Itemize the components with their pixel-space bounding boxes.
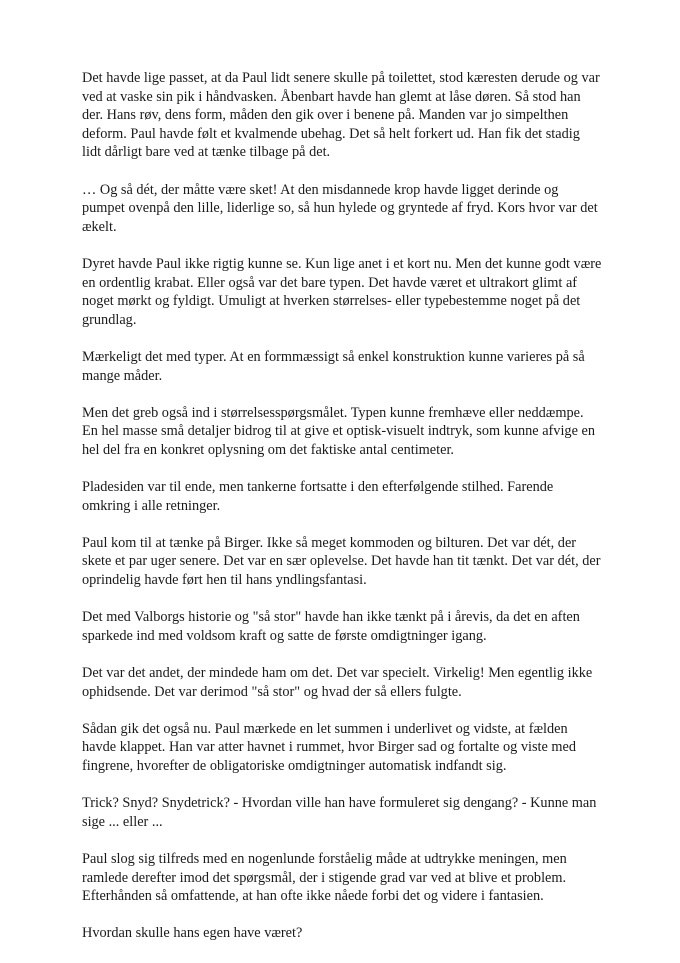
- body-text: [82, 69, 602, 962]
- paragraph-2: … Og så dét, der måtte være sket! At den misdannede krop havde ligget derinde og pumpet ovenpå den lille, liderlige so, så hun hylede og gryntede af fryd. Kors hvor var det ækelt.: [82, 181, 598, 235]
- paragraph-6: Pladesiden var til ende, men tankerne fortsatte i den efterfølgende stilhed. Farende omkring i alle retninger.: [82, 479, 554, 514]
- paragraph-9: Det var det andet, der mindede ham om det. Det var specielt. Virkelig! Men egentlig ikke ophidsende. Det var derimod "så stor" og hvad der så ellers fulgte.: [82, 665, 593, 700]
- paragraph-5: Men det greb også ind i størrelsesspørgsmålet. Typen kunne fremhæve eller neddæmpe. En hel masse små detaljer bidrog til at give et optisk-visuelt indtryk, som kunne afvige en hel del fra en konkret oplysning om det faktiske antal centimeter.: [82, 404, 595, 458]
- paragraph-13: Hvordan skulle hans egen have været?: [82, 925, 303, 942]
- paragraph-12: Paul slog sig tilfreds med en nogenlunde forståelig måde at udtrykke meningen, men ramlede derefter imod det spørgsmål, der i stigende grad var ved at blive et problem. Efterhånden så omfattende, at han ofte ikke nåede forbi det og videre i fantasien.: [82, 850, 567, 905]
- paragraph-1: Det havde lige passet, at da Paul lidt senere skulle på toilettet, stod kæresten derude og var ved at vaske sin pik i håndvasken. Åbenbart havde han glemt at låse døren. Så stod han der. Hans røv, dens form, måden den gik over i benene på. Manden var jo simpelthen deform. Paul havde følt et kvalmende ubehag. Det så helt forkert ud. Han fik det stadig lidt dårligt bare ved at tænke tilbage på det.: [82, 70, 600, 161]
- paragraph-8: Det med Valborgs historie og "så stor" havde han ikke tænkt på i årevis, da det en aften sparkede ind med voldsom kraft og satte de første omdigtninger igang.: [82, 609, 580, 644]
- paragraph-4: Mærkeligt det med typer. At en formmæssigt så enkel konstruktion kunne varieres på så mange måder.: [82, 348, 585, 384]
- paragraph-10: Sådan gik det også nu. Paul mærkede en let summen i underlivet og vidste, at fælden havde klappet. Han var atter havnet i rummet, hvor Birger sad og fortalte og viste med fingrene, hvorefter de obligatoriske omdigtninger automatisk indfandt sig.: [82, 720, 577, 774]
- paragraph-3: Dyret havde Paul ikke rigtig kunne se. Kun lige anet i et kort nu. Men det kunne godt være en ordentlig krabat. Eller også var det bare typen. Det havde været et ultrakort glimt af noget mørkt og fyldigt. Umuligt at hverken størrelses- eller typebestemme noget på det grundlag.: [82, 255, 602, 328]
- paragraph-7: Paul kom til at tænke på Birger. Ikke så meget kommoden og bilturen. Det var dét, der skete et par uger senere. Det var en sær oplevelse. Det havde han tit tænkt. Det var dét, der oprindelig havde ført hen til hans yndlingsfantasi.: [82, 534, 601, 589]
- paragraph-11: Trick? Snyd? Snydetrick? - Hvordan ville han have formuleret sig dengang? - Kunne man sige ... eller ...: [82, 795, 597, 830]
